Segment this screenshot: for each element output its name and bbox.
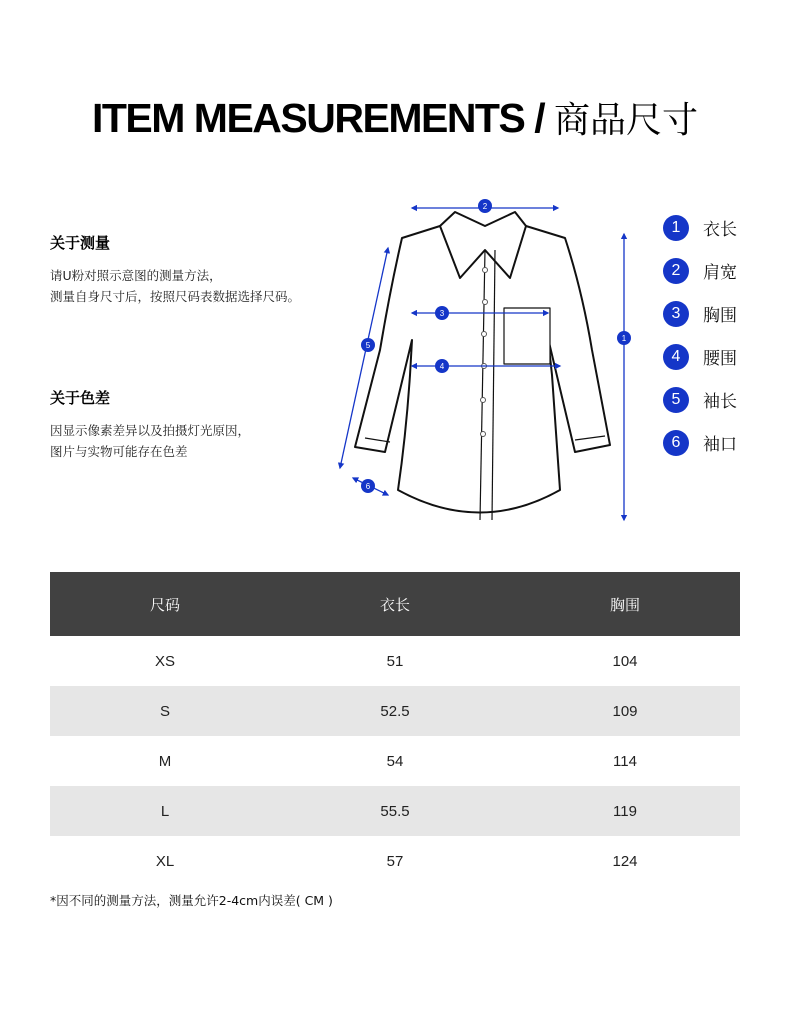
legend-label: 肩宽 [703, 263, 737, 283]
legend-item [663, 292, 737, 335]
marker-4-icon [435, 359, 449, 373]
svg-text:3: 3 [439, 309, 445, 318]
table-row [50, 686, 740, 736]
page-title-en: ITEM MEASUREMENTS / [91, 95, 554, 141]
table-header-row [50, 572, 740, 636]
cell-chest: 104 [612, 652, 638, 670]
measurement-note-line: 测量自身尺寸后，按照尺码表数据选择尺码。 [50, 289, 301, 304]
size-table [50, 572, 740, 886]
cell-size: XS [154, 652, 175, 670]
cell-size: M [158, 752, 172, 770]
cell-size: L [50, 786, 280, 836]
cell-size: S [50, 686, 280, 736]
legend-item [663, 421, 737, 464]
legend-label: 衣长 [703, 220, 737, 240]
svg-text:2: 2 [482, 202, 488, 211]
marker-1-icon [617, 331, 631, 345]
table-row [50, 786, 740, 836]
table-row [50, 836, 740, 886]
marker-5-icon [361, 338, 375, 352]
cell-length: 54 [386, 752, 404, 770]
legend-item [663, 249, 737, 292]
number-2-icon: 2 [663, 258, 689, 284]
cell-length: 57 [386, 852, 404, 870]
shirt-diagram [320, 190, 650, 530]
marker-3-icon [435, 306, 449, 320]
svg-text:6: 6 [365, 482, 371, 491]
color-note-line: 因显示像素差异以及拍摄灯光原因， [50, 423, 251, 438]
header-size: 尺码 [149, 596, 180, 614]
cell-length: 55.5 [280, 786, 510, 836]
page-title-cn: 商品尺寸 [554, 100, 699, 141]
number-6-icon: 6 [663, 430, 689, 456]
cell-chest: 119 [510, 786, 740, 836]
legend-label: 袖长 [703, 392, 737, 412]
cell-length: 51 [386, 652, 404, 670]
number-1-icon: 1 [663, 215, 689, 241]
header-chest: 胸围 [609, 596, 640, 614]
number-3-icon: 3 [663, 301, 689, 327]
number-4-icon: 4 [663, 344, 689, 370]
cell-chest: 124 [612, 852, 638, 870]
color-note [50, 387, 350, 462]
legend-item [663, 335, 737, 378]
footnote: *因不同的测量方法，测量允许2-4cm内误差( CM ) [50, 893, 333, 908]
measurement-note-line: 请U粉对照示意图的测量方法， [50, 268, 222, 283]
marker-6-icon [361, 479, 375, 493]
measurement-note [50, 232, 350, 307]
color-note-title: 关于色差 [50, 389, 111, 407]
cell-size: XL [155, 852, 175, 870]
measurement-note-title: 关于测量 [50, 234, 111, 252]
legend-label: 袖口 [703, 435, 737, 455]
svg-text:5: 5 [365, 341, 371, 350]
color-note-line: 图片与实物可能存在色差 [50, 444, 188, 459]
legend-item [663, 378, 737, 421]
svg-text:4: 4 [439, 362, 445, 371]
cell-chest: 114 [613, 752, 637, 770]
svg-text:1: 1 [621, 334, 627, 343]
marker-2-icon [478, 199, 492, 213]
measurement-legend [663, 206, 737, 464]
legend-label: 胸围 [703, 306, 737, 326]
number-5-icon: 5 [663, 387, 689, 413]
table-row [50, 736, 740, 786]
table-row [50, 636, 740, 686]
page-title [0, 92, 790, 143]
header-length: 衣长 [379, 596, 410, 614]
cell-length: 52.5 [280, 686, 510, 736]
legend-label: 腰围 [703, 349, 737, 369]
cell-chest: 109 [510, 686, 740, 736]
legend-item [663, 206, 737, 249]
